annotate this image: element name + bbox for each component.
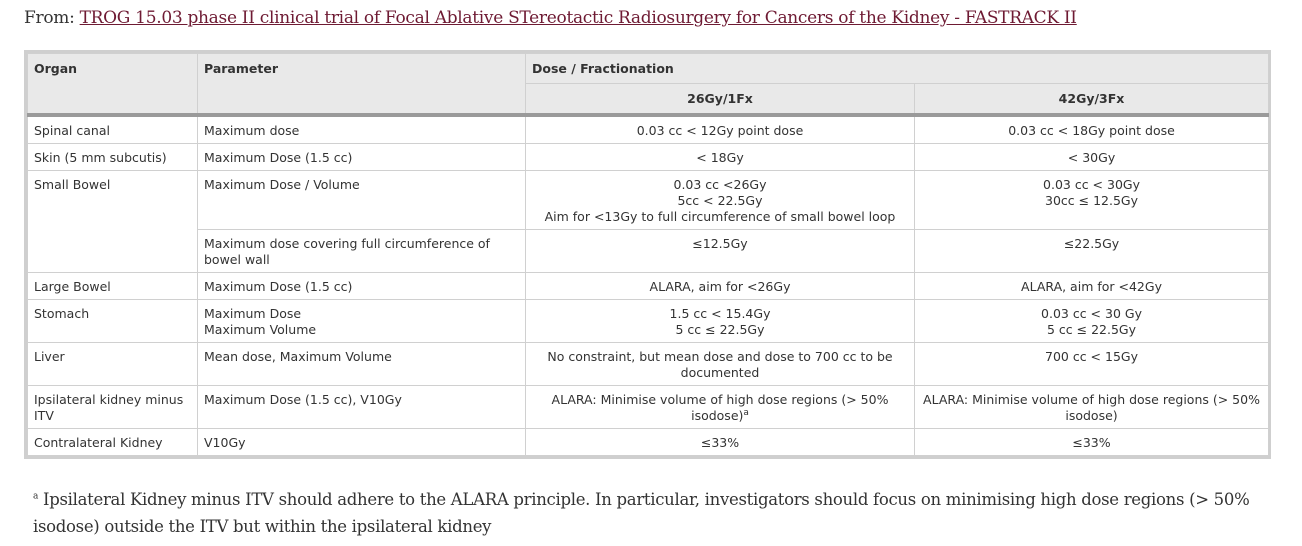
- parameter-cell: Maximum Dose (1.5 cc), V10Gy: [198, 386, 526, 429]
- dose-constraints-table-container: [24, 50, 1271, 459]
- organ-cell: Contralateral Kidney: [28, 429, 198, 456]
- dose-line: 0.03 cc < 30 Gy: [1041, 306, 1142, 321]
- header-42gy-3fx: 42Gy/3Fx: [915, 84, 1269, 116]
- dose-42gy-cell: ≤22.5Gy: [915, 230, 1269, 273]
- dose-26gy-cell: [526, 171, 915, 230]
- dose-42gy-cell: ALARA: Minimise volume of high dose regions (> 50% isodose): [915, 386, 1269, 429]
- dose-26gy-cell: 0.03 cc < 12Gy point dose: [526, 115, 915, 144]
- dose-line: 0.03 cc <26Gy: [673, 177, 767, 192]
- footnote-marker[interactable]: a: [743, 407, 749, 418]
- parameter-cell: V10Gy: [198, 429, 526, 456]
- parameter-cell: Maximum Dose (1.5 cc): [198, 144, 526, 171]
- table-row: [28, 300, 1269, 343]
- dose-26gy-cell: [526, 300, 915, 343]
- table-row: [28, 273, 1269, 300]
- header-organ: Organ: [28, 54, 198, 116]
- dose-42gy-cell: ALARA, aim for <42Gy: [915, 273, 1269, 300]
- header-26gy-1fx: 26Gy/1Fx: [526, 84, 915, 116]
- source-line: [24, 8, 1077, 28]
- dose-line: Aim for <13Gy to full circumference of small bowel loop: [544, 209, 896, 224]
- table-row: [28, 386, 1269, 429]
- source-prefix: From:: [24, 8, 75, 28]
- footnote-marker: a: [33, 491, 39, 502]
- parameter-line: Maximum Dose: [204, 306, 302, 321]
- dose-26gy-cell: ALARA, aim for <26Gy: [526, 273, 915, 300]
- dose-line: 5 cc ≤ 22.5Gy: [675, 322, 765, 337]
- table-row: [28, 171, 1269, 230]
- dose-line: 5 cc ≤ 22.5Gy: [1047, 322, 1137, 337]
- dose-42gy-cell: 0.03 cc < 18Gy point dose: [915, 115, 1269, 144]
- table-row: [28, 230, 1269, 273]
- parameter-cell: Maximum Dose / Volume: [198, 171, 526, 230]
- dose-line: 0.03 cc < 30Gy: [1043, 177, 1140, 192]
- table-row: [28, 343, 1269, 386]
- dose-26gy-cell: No constraint, but mean dose and dose to 700 cc to be documented: [526, 343, 915, 386]
- organ-cell: Ipsilateral kidney minus ITV: [28, 386, 198, 429]
- dose-42gy-cell: < 30Gy: [915, 144, 1269, 171]
- dose-26gy-cell: ≤12.5Gy: [526, 230, 915, 273]
- organ-cell: Skin (5 mm subcutis): [28, 144, 198, 171]
- parameter-line: Maximum Volume: [204, 322, 317, 337]
- dose-42gy-cell: ≤33%: [915, 429, 1269, 456]
- dose-26gy-cell: ≤33%: [526, 429, 915, 456]
- organ-cell: Stomach: [28, 300, 198, 343]
- dose-constraints-table: [27, 53, 1269, 456]
- source-article-link[interactable]: TROG 15.03 phase II clinical trial of Focal Ablative STereotactic Radiosurgery for Cancers of the Kidney - FASTRACK II: [79, 8, 1077, 28]
- table-row: [28, 115, 1269, 144]
- organ-cell: Liver: [28, 343, 198, 386]
- parameter-cell: Maximum dose covering full circumference of bowel wall: [198, 230, 526, 273]
- parameter-cell: Maximum dose: [198, 115, 526, 144]
- dose-26gy-cell: < 18Gy: [526, 144, 915, 171]
- table-footnote: [33, 486, 1273, 540]
- organ-cell: Spinal canal: [28, 115, 198, 144]
- parameter-cell: Maximum Dose (1.5 cc): [198, 273, 526, 300]
- header-parameter: Parameter: [198, 54, 526, 116]
- dose-text: ALARA: Minimise volume of high dose regions (> 50% isodose): [551, 392, 889, 423]
- dose-42gy-cell: 700 cc < 15Gy: [915, 343, 1269, 386]
- dose-42gy-cell: [915, 300, 1269, 343]
- dose-line: 5cc < 22.5Gy: [677, 193, 763, 208]
- dose-line: 30cc ≤ 12.5Gy: [1045, 193, 1138, 208]
- header-dose-fractionation: Dose / Fractionation: [526, 54, 1269, 84]
- table-row: [28, 144, 1269, 171]
- footnote-text: Ipsilateral Kidney minus ITV should adhere to the ALARA principle. In particular, investigators should focus on minimising high dose regions (> 50% isodose) outside the ITV but within the ipsilateral kidney: [33, 490, 1250, 536]
- organ-cell: Large Bowel: [28, 273, 198, 300]
- parameter-cell: Mean dose, Maximum Volume: [198, 343, 526, 386]
- dose-26gy-cell: [526, 386, 915, 429]
- dose-42gy-cell: [915, 171, 1269, 230]
- parameter-cell: [198, 300, 526, 343]
- organ-cell: Small Bowel: [28, 171, 198, 273]
- table-row: [28, 429, 1269, 456]
- dose-line: 1.5 cc < 15.4Gy: [669, 306, 771, 321]
